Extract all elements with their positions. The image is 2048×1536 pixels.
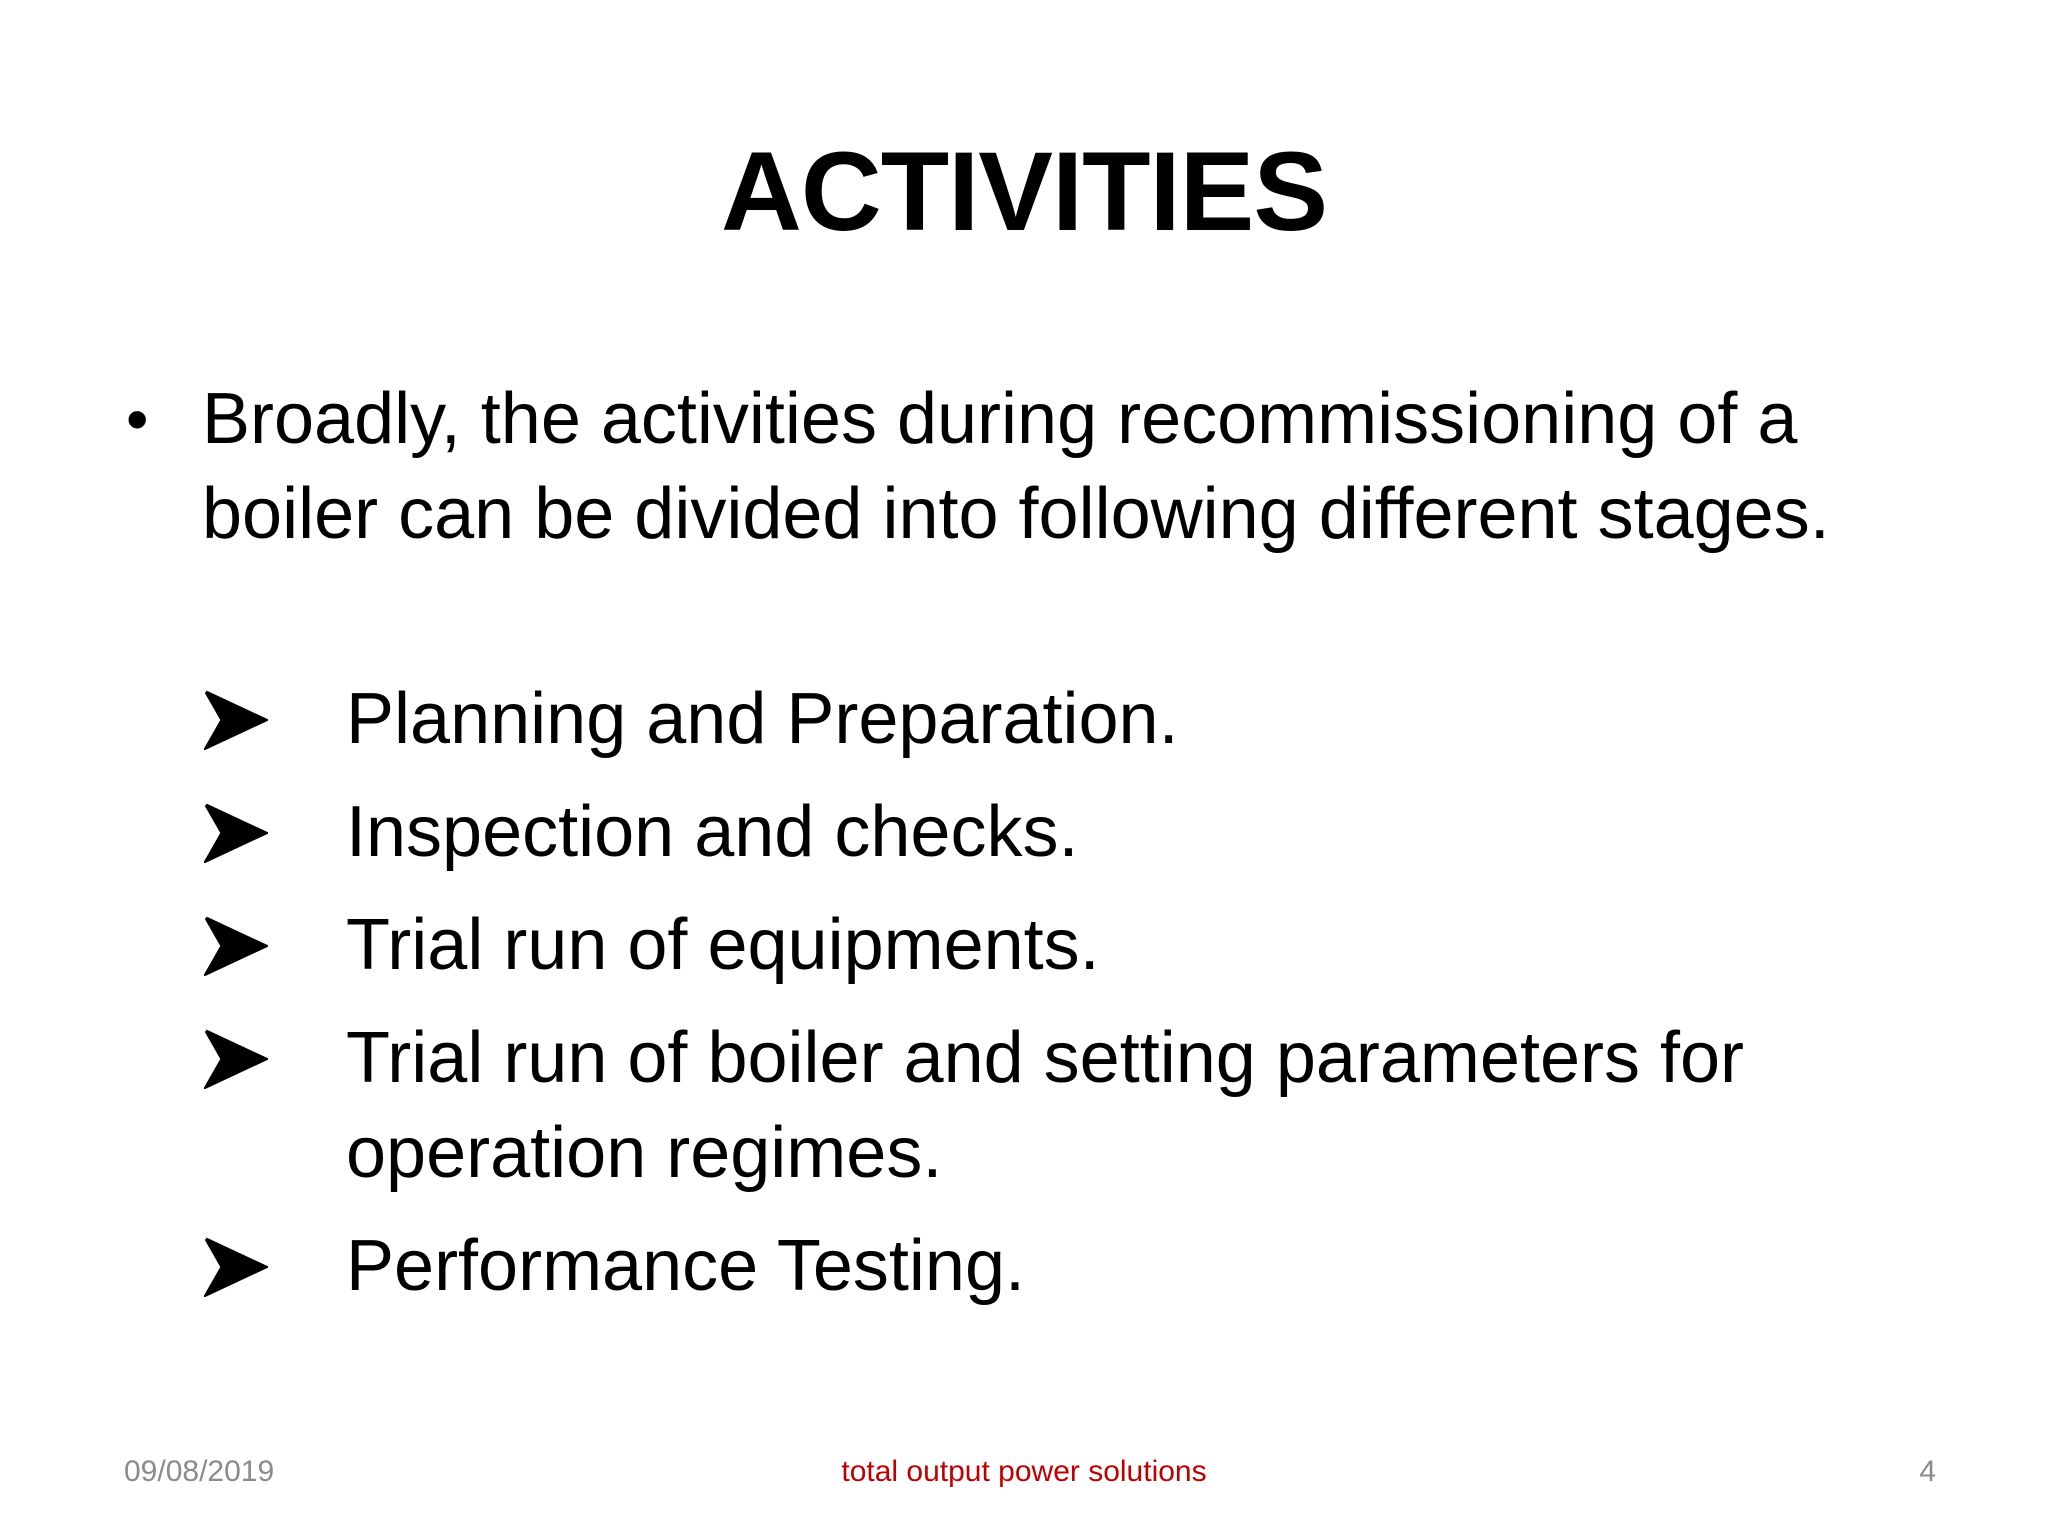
arrowhead-bullet-icon xyxy=(204,690,268,750)
stage-label: Trial run of boiler and setting parameters for operation regimes. xyxy=(346,1018,1744,1193)
bullet-dot: • xyxy=(126,383,149,455)
arrowhead-bullet-icon xyxy=(204,1237,268,1297)
bullet-text: Broadly, the activities during recommissioning of a boiler can be divided into following different stages. xyxy=(202,379,1830,554)
stage-item xyxy=(204,672,1964,767)
footer-company: total output power solutions xyxy=(841,1455,1207,1488)
arrowhead-bullet-icon xyxy=(204,1029,268,1089)
arrowhead-bullet-icon xyxy=(204,916,268,976)
stage-item xyxy=(204,785,1964,880)
stage-label: Inspection and checks. xyxy=(346,792,1079,872)
slide-title: ACTIVITIES xyxy=(720,129,1328,254)
footer-page-number: 4 xyxy=(1919,1455,1936,1488)
stage-item xyxy=(204,898,1964,993)
stage-label: Planning and Preparation. xyxy=(346,679,1179,759)
arrowhead-bullet-icon xyxy=(204,803,268,863)
stage-item xyxy=(204,1219,1964,1314)
stage-item xyxy=(204,1011,1964,1201)
stage-list xyxy=(204,672,1964,1332)
footer-date: 09/08/2019 xyxy=(124,1455,275,1488)
stage-label: Performance Testing. xyxy=(346,1226,1026,1306)
stage-label: Trial run of equipments. xyxy=(346,905,1100,985)
